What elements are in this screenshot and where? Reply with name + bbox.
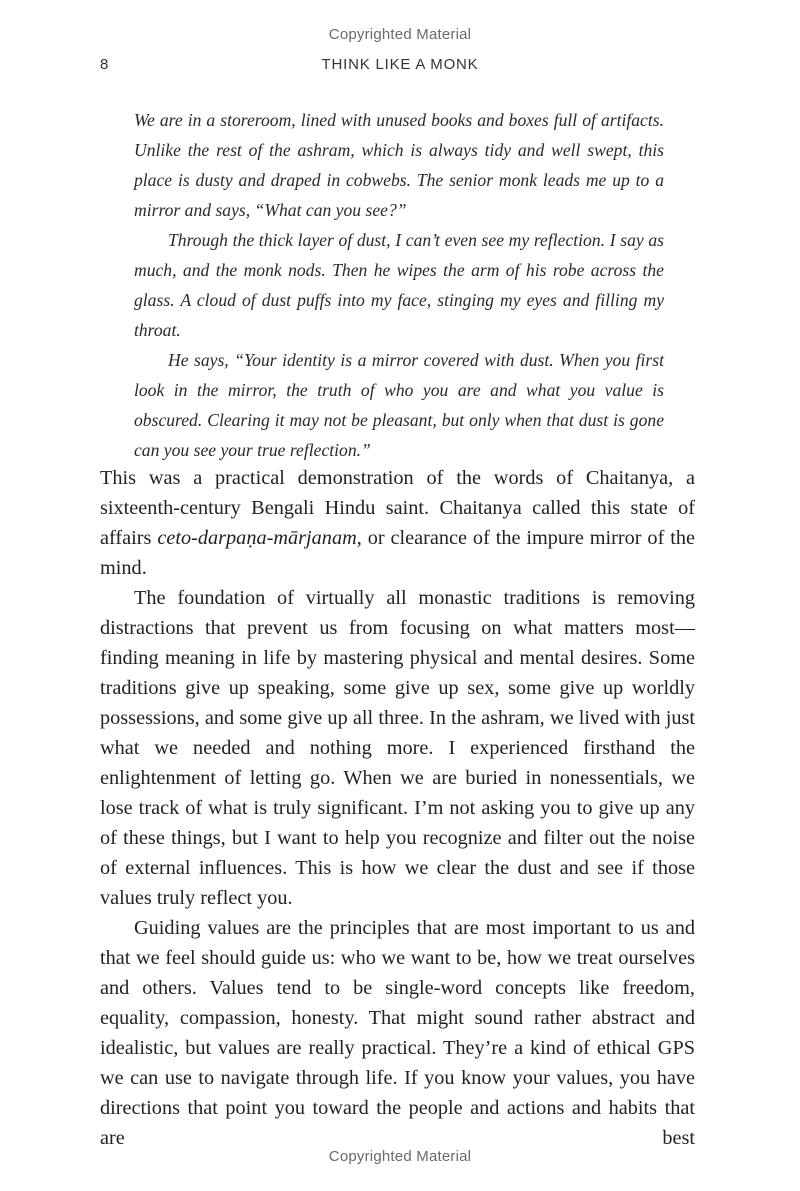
copyright-watermark-top: Copyrighted Material bbox=[328, 26, 472, 43]
body-text bbox=[100, 463, 695, 1153]
sanskrit-term: ceto-darpaṇa-mārjanam bbox=[157, 527, 357, 549]
page-number: 8 bbox=[100, 56, 109, 73]
story-paragraph: Through the thick layer of dust, I can’t even see my reflection. I say as much, and the monk nods. Then he wipes the arm of his robe across the glass. A cloud of dust puffs into my face, stinging my eyes and filling my throat. bbox=[134, 230, 664, 340]
body-text-run: This was a practical demonstration of the words of Chaitanya, a sixteenth-century Bengali Hindu saint. Chaitanya called this state of affairs bbox=[100, 467, 695, 549]
body-paragraph: The foundation of virtually all monastic traditions is removing distractions that prevent us from focusing on what matters most—finding meaning in life by mastering physical and mental desires. Some traditions give up speaking, some give up sex, some give up worldly possessions, and some give up all three. In the ashram, we lived with just what we needed and nothing more. I experienced firsthand the enlightenment of letting go. When we are buried in nonessentials, we lose track of what is truly significant. I’m not asking you to give up any of these things, but I want to help you recognize and filter out the noise of external influences. This is how we clear the dust and see if those values truly reflect you. bbox=[100, 587, 695, 909]
story-paragraph: We are in a storeroom, lined with unused books and boxes full of artifacts. Unlike the rest of the ashram, which is always tidy and well swept, this place is dusty and draped in cobwebs. The senior monk leads me up to a mirror and says, “What can you see?” bbox=[134, 110, 664, 220]
body-paragraph: Guiding values are the principles that are most important to us and that we feel should guide us: who we want to be, how we treat ourselves and others. Values tend to be single-word concepts like freedom, equality, compassion, honesty. That might sound rather abstract and idealistic, but values are really practical. They’re a kind of ethical GPS we can use to navigate through life. If you know your values, you have directions that point you toward the people and actions and habits that are best bbox=[100, 917, 695, 1149]
body-text-run: , or clearance of the impure mirror of the mind. bbox=[100, 527, 696, 579]
story-paragraph: He says, “Your identity is a mirror covered with dust. When you first look in the mirror, the truth of who you are and what you value is obscured. Clearing it may not be pleasant, but only when that dust is gone can you see your true reflection.” bbox=[134, 350, 664, 460]
copyright-watermark-bottom: Copyrighted Material bbox=[328, 1148, 472, 1165]
body-paragraph bbox=[100, 463, 695, 583]
running-head: THINK LIKE A MONK bbox=[321, 56, 479, 73]
italic-story-block bbox=[134, 105, 664, 465]
